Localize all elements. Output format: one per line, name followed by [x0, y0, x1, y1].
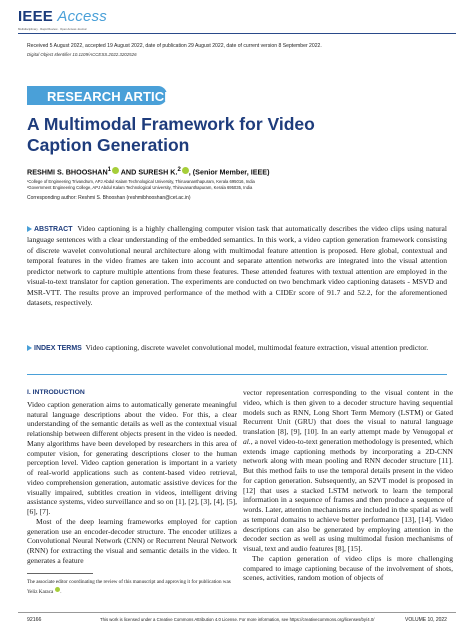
license-text[interactable]: This work is licensed under a Creative Commons Attribution 4.0 License. For more information, see https://creativecommons.org/licenses/by/4.0/	[100, 617, 375, 622]
orcid-icon[interactable]	[182, 167, 189, 174]
author-2-sup: 2	[177, 167, 181, 173]
volume-label: VOLUME 10, 2022	[405, 617, 447, 623]
footnote-text: The associate editor coordinating the review of this manuscript and approving it for publication was Yeliz Karaca	[27, 579, 231, 595]
article-title: A Multimodal Framework for Video Caption Generation	[27, 114, 315, 155]
paragraph-part: , a novel video-to-text generation methodology is presented, which extends image captioning methods by incorporating a 2D-CNN network along with mean pooling and RNN decoder structure [11]. But this method fails to use the temporal details present in the video for caption generation. Subsequently, an S2VT model is proposed in [12] that uses a stacked LSTM network to learn the temporal information in a sequence of frames and then produce a sequence of words. Later, attention mechanisms are included in the spatial as well as temporal domains to achieve better performance [13], [14]. Video descriptions can also be generated by employing attention in the decoder section as well as using multimodal fusion mechanisms of visual, text and audio features [8], [15].	[243, 436, 453, 553]
body-column-right	[243, 388, 453, 583]
orcid-icon[interactable]	[112, 167, 119, 174]
paragraph	[243, 388, 453, 554]
paragraph-part: vector representation corresponding to the visual content in the video, which is then given to a decoder structure having sequential models such as RNN, Long Short Term Memory (LSTM) or Gated Recurrent Unit (GRU) that does the visual to natural language translation [8], [9], [10]. In an early attempt made by Venugopal	[243, 388, 453, 436]
paragraph: Video caption generation aims to automatically generate meaningful natural language descriptions about the video. For this, a clear understanding of the semantic details as well as the contextual visual relationship between different objects present in the video is needed. Many algorithms have been developed by researchers in this area of computer vision, for generating descriptions closer to the human perception level. Video caption generation is important in a variety of real-world applications such as content-based video retrieval, video comprehension generation, automatic assistive devices for the visually impaired, subtitles creation in videos, intelligent driving assistance systems, video surveillance and so on [1], [2], [3], [4], [5], [6], [7].	[27, 399, 237, 516]
author-1-sup: 1	[107, 167, 112, 173]
index-terms-label: INDEX TERMS	[34, 345, 82, 352]
logo-main: IEEE	[18, 8, 53, 25]
header-rule	[18, 33, 456, 34]
journal-logo	[18, 8, 107, 25]
publication-dates: Received 5 August 2022, accepted 19 August 2022, date of publication 29 August 2022, date of current version 8 September 2022.	[27, 43, 322, 49]
paragraph: Most of the deep learning frameworks employed for caption generation use an encoder-decoder structure. The encoder utilizes a Convolutional Neural Network (CNN) or Recurrent Neural Network (RNN) for extracting the visual and semantic details in the video. It generates a feature	[27, 516, 237, 565]
footnote-rule	[27, 573, 93, 574]
section-heading: I. INTRODUCTION	[27, 389, 85, 396]
category-label: RESEARCH ARTICLE	[47, 89, 182, 104]
page-number: 92166	[27, 617, 42, 623]
corresponding-author: Corresponding author: Reshmi S. Bhooshan (reshmibhooshan@cet.ac.in)	[27, 195, 191, 201]
author-line	[27, 167, 269, 176]
abstract-separator	[27, 374, 447, 375]
triangle-bullet-icon	[27, 345, 32, 351]
triangle-bullet-icon	[27, 226, 32, 232]
doi[interactable]: Digital Object Identifier 10.1109/ACCESS.2022.3202526	[27, 52, 137, 57]
abstract-text: Video captioning is a highly challenging computer vision task that automatically describes the video clips using natural language sentences with a clear understanding of the embedded semantics. In this work, a video caption generation framework consisting of discrete wavelet convolutional neural architecture along with multimodal feature attention is proposed. Here global, contextual and temporal features in the video frames are taken into account and separate attention networks are integrated into the visual attention predictor network to capture multiple attentions from these features. These attended features with textual attention are employed in the visual-to-text translator for caption generation. The experiments are conducted on two benchmark video captioning datasets - MSVD and MSR-VTT. The results prove an improved performance of the method with a CIDEr score of 91.7 and 52.2, for the aforementioned datasets, respectively.	[27, 224, 447, 308]
author-1[interactable]: RESHMI S. BHOOSHAN	[27, 167, 108, 177]
author-conj: AND SURESH K.	[119, 167, 178, 177]
body-column-left	[27, 388, 237, 566]
index-terms-text: Video captioning, discrete wavelet convolutional model, multimodal feature extraction, visual attention predictor.	[85, 343, 429, 352]
logo-sub: Access	[57, 8, 107, 25]
footer-rule	[18, 612, 456, 613]
paragraph: The caption generation of video clips is more challenging compared to image captioning because of the involvement of shots, scenes, activities, random motion of objects of	[243, 553, 453, 583]
et-al: et al.	[243, 427, 453, 446]
index-terms	[27, 343, 447, 354]
author-2-suffix: , (Senior Member, IEEE)	[188, 167, 270, 177]
footnote: The associate editor coordinating the review of this manuscript and approving it for publication was Yeliz Karaca .	[27, 579, 231, 595]
abstract-label: ABSTRACT	[34, 226, 73, 233]
affiliation-2: ²Government Engineering College, APJ Abdul Kalam Technological University, Thiruvananthapuram, Kerala 695035, India	[27, 185, 253, 190]
orcid-icon[interactable]	[55, 587, 60, 592]
affiliation-1: ¹College of Engineering Trivandrum, APJ Abdul Kalam Technological University, Thiruvananthapuram, Kerala 695016, India	[27, 179, 255, 184]
logo-tagline: Multidisciplinary · Rapid Review · Open Access Journal	[18, 27, 87, 31]
abstract	[27, 224, 447, 309]
